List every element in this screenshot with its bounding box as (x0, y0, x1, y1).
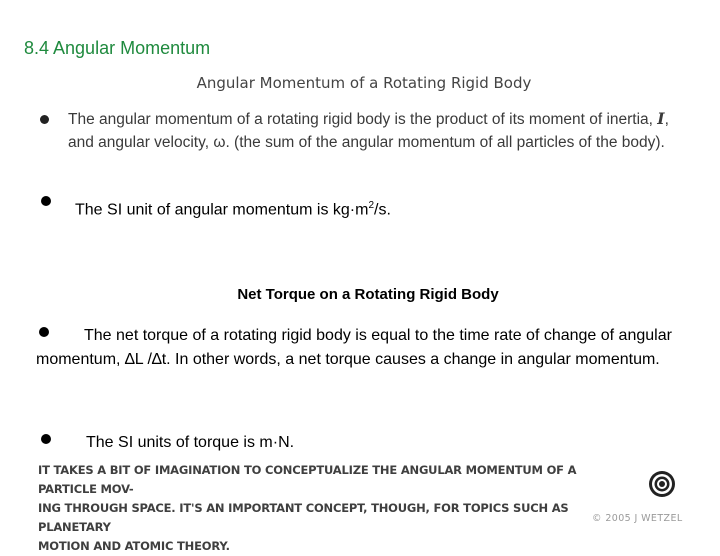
angular-momentum-definition (68, 108, 683, 154)
bullet-dot (41, 434, 51, 444)
caption-line: MOTION AND ATOMIC THEORY. (38, 539, 230, 553)
section-heading-net-torque: Net Torque on a Rotating Rigid Body (237, 286, 499, 303)
caption-line: IT TAKES A BIT OF IMAGINATION TO CONCEPTUALIZE THE ANGULAR MOMENTUM OF A PARTICLE MOV- (38, 463, 577, 496)
caption-line: ING THROUGH SPACE. IT'S AN IMPORTANT CONCEPT, THOUGH, FOR TOPICS SUCH AS PLANETARY (38, 501, 569, 534)
definition-text: The angular momentum of a rotating rigid body is the product of its moment of inertia, (68, 111, 658, 128)
target-icon (648, 470, 676, 498)
section-heading-angular-momentum: Angular Momentum of a Rotating Rigid Body (196, 74, 532, 92)
unit-text: /s. (374, 201, 391, 219)
angular-momentum-unit (75, 194, 391, 222)
net-torque-definition: The net torque of a rotating rigid body is equal to the time rate of change of angular momentum, ∆L /∆t. In other words, a net torque causes a change in angular momentum. (36, 327, 672, 368)
inertia-symbol: I (657, 109, 665, 128)
definition-text: , and angular velocity, (68, 111, 669, 151)
unit-text: The SI unit of angular momentum is kg·m (75, 201, 369, 219)
slide-title: 8.4 Angular Momentum (24, 38, 211, 58)
copyright-notice: © 2005 J WETZEL (592, 513, 683, 524)
figure-caption (38, 461, 638, 556)
omega-symbol: ω (213, 133, 226, 151)
bullet-dot (41, 196, 51, 206)
definition-text: . (the sum of the angular momentum of all particles of the body). (225, 133, 665, 151)
torque-unit: The SI units of torque is m·N. (86, 434, 295, 451)
unit-exponent: 2 (368, 200, 375, 211)
bullet-dot (40, 115, 49, 124)
